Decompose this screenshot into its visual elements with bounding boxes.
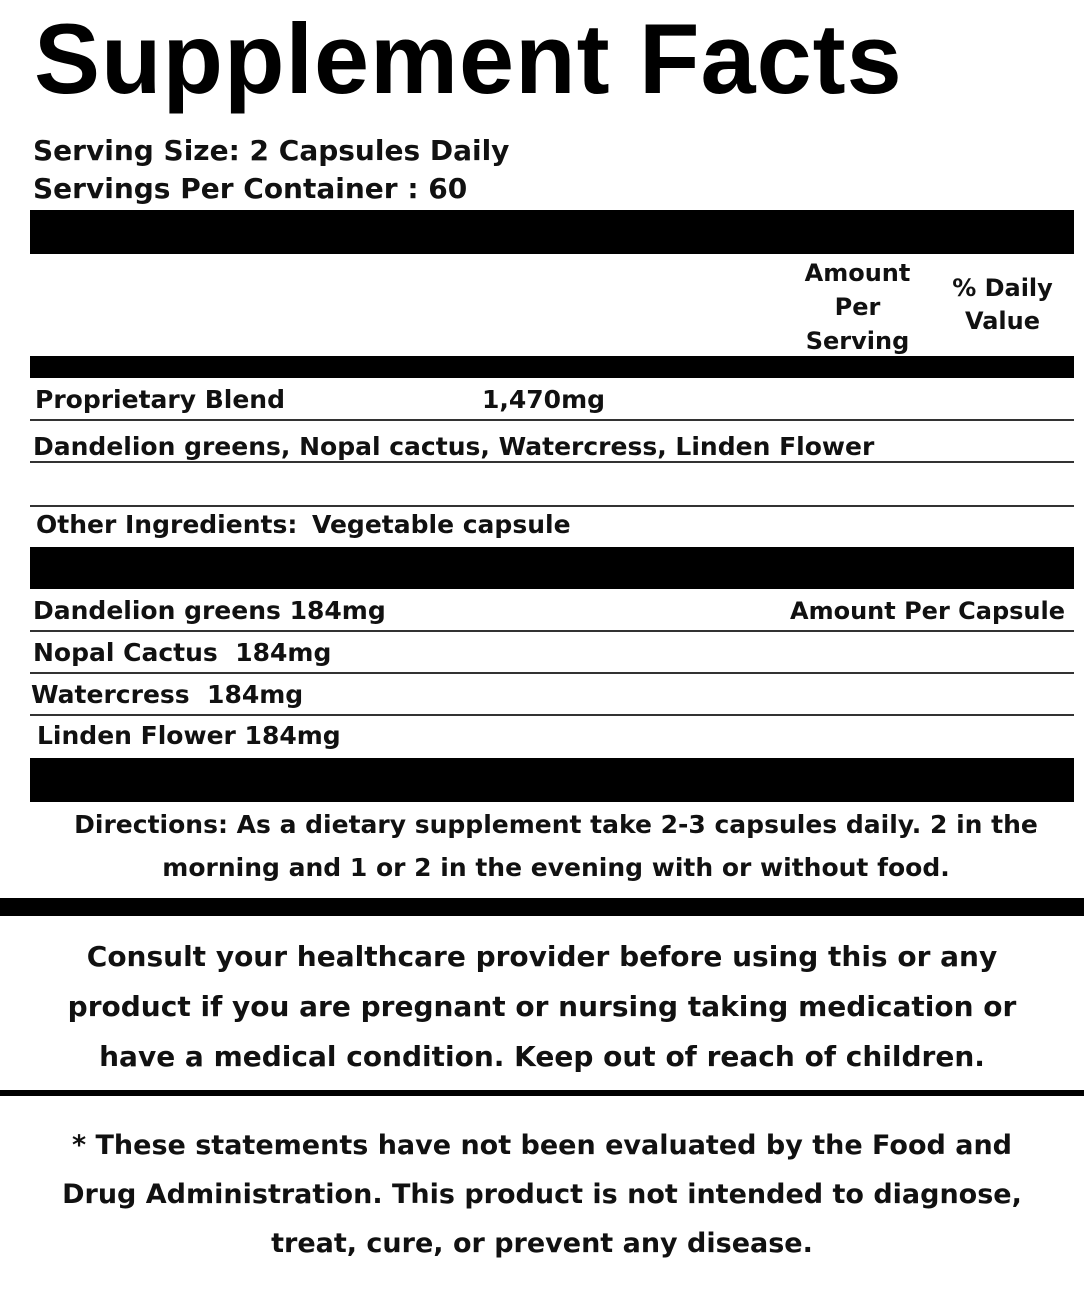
blend-amount: 1,470mg — [482, 385, 606, 414]
row-divider — [30, 419, 1074, 421]
fda-disclaimer — [0, 1121, 1084, 1268]
capsule-item: Nopal Cactus 184mg — [33, 638, 332, 667]
row-divider — [30, 672, 1074, 674]
divider-bar — [30, 356, 1074, 378]
divider-bar — [30, 547, 1074, 589]
capsule-item: Linden Flower 184mg — [37, 721, 341, 750]
amount-header-line: Serving — [805, 327, 910, 355]
row-divider — [30, 461, 1074, 463]
row-divider — [30, 714, 1074, 716]
warning-line: have a medical condition. Keep out of reach of children. — [99, 1040, 985, 1073]
blend-ingredients: Dandelion greens, Nopal cactus, Watercress, Linden Flower — [33, 432, 875, 461]
disclaimer-line: * These statements have not been evaluated by the Food and — [71, 1130, 1012, 1161]
disclaimer-line: Drug Administration. This product is not intended to diagnose, — [62, 1179, 1022, 1210]
row-divider — [30, 505, 1074, 507]
amount-per-capsule-header: Amount Per Capsule — [790, 597, 1065, 625]
section-rule — [0, 1090, 1084, 1096]
servings-per-container: Servings Per Container : 60 — [33, 172, 468, 205]
capsule-item: Watercress 184mg — [31, 680, 304, 709]
serving-size: Serving Size: 2 Capsules Daily — [33, 134, 510, 167]
other-ingredients-value: Vegetable capsule — [312, 510, 571, 539]
blend-name: Proprietary Blend — [35, 385, 285, 414]
capsule-item: Dandelion greens 184mg — [33, 596, 386, 625]
disclaimer-line: treat, cure, or prevent any disease. — [271, 1228, 813, 1259]
directions-line: Directions: As a dietary supplement take 2-3 capsules daily. 2 in the — [74, 810, 1038, 839]
divider-bar — [30, 210, 1074, 254]
amount-header-line: Amount — [804, 259, 911, 287]
directions-line: morning and 1 or 2 in the evening with or without food. — [162, 853, 950, 882]
warning-text — [0, 932, 1084, 1082]
daily-value-header-line: Value — [964, 307, 1041, 335]
warning-line: Consult your healthcare provider before using this or any — [86, 940, 998, 973]
warning-line: product if you are pregnant or nursing taking medication or — [67, 990, 1017, 1023]
amount-header-line: Per — [834, 293, 881, 321]
daily-value-header-line: % Daily — [952, 274, 1053, 302]
supplement-facts-title: Supplement Facts — [34, 3, 903, 114]
other-ingredients-label: Other Ingredients: — [36, 510, 298, 539]
daily-value-header — [935, 272, 1070, 338]
row-divider — [30, 630, 1074, 632]
amount-per-serving-header — [790, 256, 925, 358]
divider-bar — [30, 758, 1074, 802]
section-bar — [0, 898, 1084, 916]
